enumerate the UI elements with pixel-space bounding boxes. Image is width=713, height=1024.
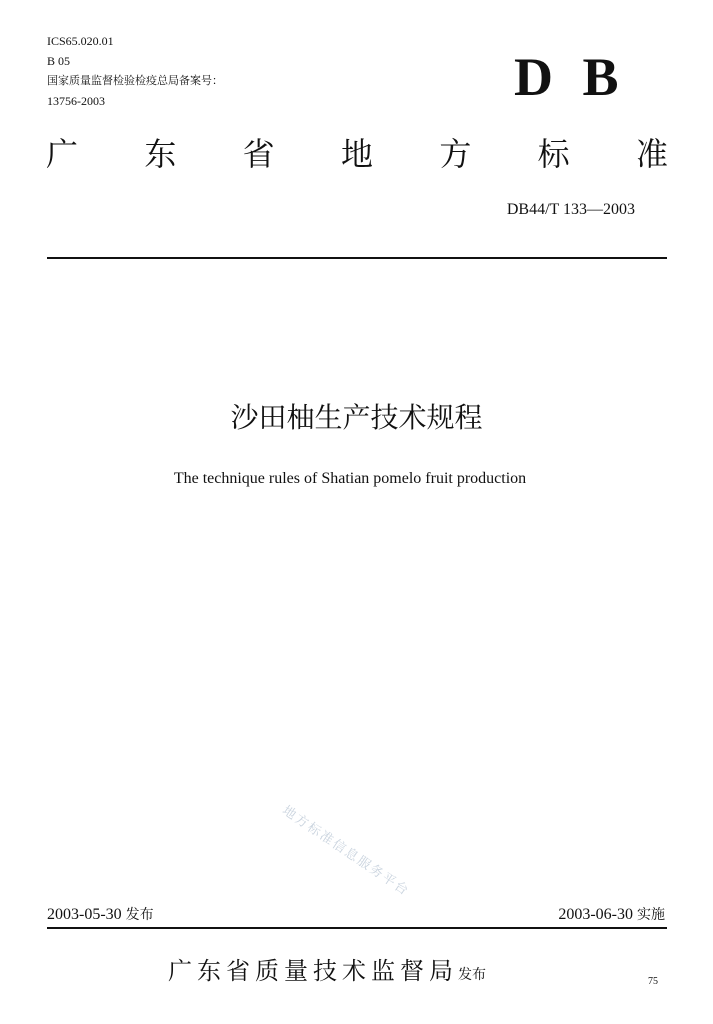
issuer-line: [168, 955, 486, 991]
category-char: 准: [635, 135, 668, 173]
issue-date-line: [47, 905, 154, 925]
bottom-divider: [47, 927, 667, 929]
implementation-date-line: [558, 905, 665, 925]
document-title-chinese: 沙田柚生产技术规程: [230, 401, 483, 434]
implementation-date: 2003-06-30: [558, 906, 633, 923]
category-char: 标: [537, 135, 570, 173]
db-logo: D B: [514, 47, 627, 107]
page-number: 75: [648, 976, 658, 987]
document-title-english: The technique rules of Shatian pomelo fruit production: [173, 470, 527, 487]
category-char: 省: [242, 135, 275, 173]
category-char: 方: [439, 135, 472, 173]
category-char: 东: [144, 135, 177, 173]
implementation-label: 实施: [637, 907, 665, 923]
standard-category: [46, 133, 668, 175]
watermark: 地方标准信息服务平台: [279, 803, 413, 900]
category-char: 广: [46, 135, 79, 173]
ics-code: ICS65.020.01: [47, 34, 114, 48]
standard-number: DB44/T 133—2003: [506, 201, 635, 218]
top-divider: [47, 257, 667, 259]
filing-label: 国家质量监督检验检疫总局备案号：: [47, 74, 223, 87]
classification-code: B 05: [47, 54, 71, 68]
issue-date: 2003-05-30: [47, 906, 122, 923]
category-char: 地: [340, 135, 373, 173]
issue-label: 发布: [125, 907, 154, 923]
filing-number: 13756-2003: [47, 94, 105, 108]
issuer-suffix: 发布: [458, 967, 486, 983]
issuer-name: 广东省质量技术监督局: [168, 957, 458, 985]
